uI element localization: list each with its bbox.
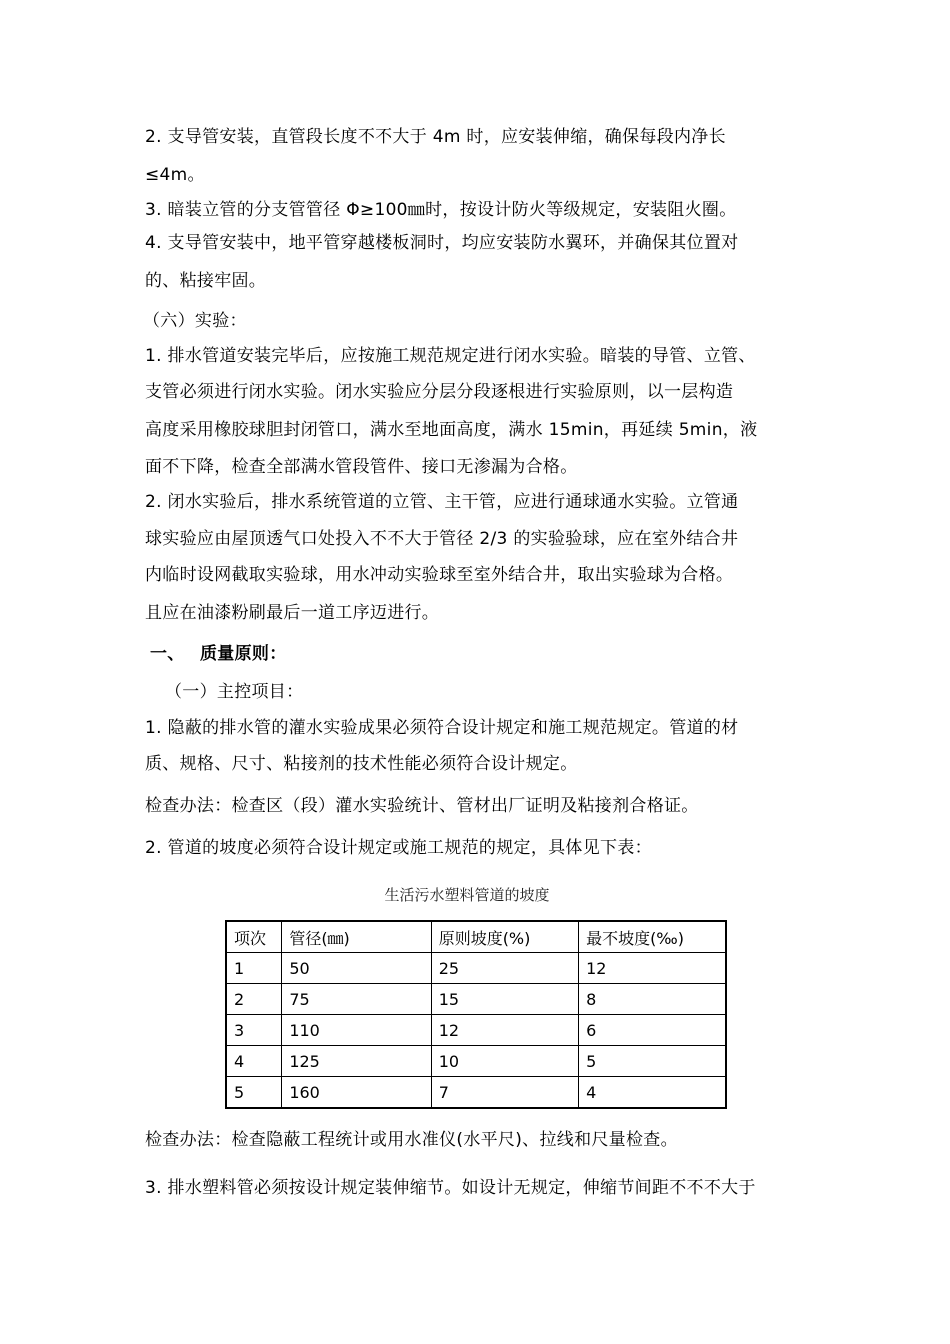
text-line: ≤4m。 xyxy=(145,165,205,185)
subsection-heading: （六）实验： xyxy=(143,311,247,331)
table-cell: 6 xyxy=(579,1015,726,1046)
table-cell: 125 xyxy=(282,1046,431,1077)
table-cell: 5 xyxy=(226,1077,282,1109)
text-line: 内临时设网截取实验球，用水冲动实验球至室外结合井，取出实验球为合格。 xyxy=(145,565,734,585)
text-line: 检查办法：检查区（段）灌水实验统计、管材出厂证明及粘接剂合格证。 xyxy=(145,796,699,816)
table-row xyxy=(226,953,726,984)
text-line: 面不下降，检查全部满水管段管件、接口无渗漏为合格。 xyxy=(145,457,578,477)
subsection-heading: （一）主控项目： xyxy=(165,682,304,702)
slope-table xyxy=(225,920,727,1109)
table-cell: 3 xyxy=(226,1015,282,1046)
table-cell: 12 xyxy=(579,953,726,984)
text-line: 3. 排水塑料管必须按设计规定装伸缩节。如设计无规定，伸缩节间距不不不大于 xyxy=(145,1178,756,1198)
text-line: 3. 暗装立管的分支管管径 Φ≥100㎜时，按设计防火等级规定，安装阻火圈。 xyxy=(145,200,737,220)
table-cell: 110 xyxy=(282,1015,431,1046)
text-line: 2. 支导管安装，直管段长度不不大于 4m 时，应安装伸缩，确保每段内净长 xyxy=(145,127,726,147)
table-row xyxy=(226,1015,726,1046)
text-line: 4. 支导管安装中，地平管穿越楼板洞时，均应安装防水翼环，并确保其位置对 xyxy=(145,233,739,253)
table-cell: 25 xyxy=(431,953,578,984)
table-caption: 生活污水塑料管道的坡度 xyxy=(384,886,550,904)
text-line: 质、规格、尺寸、粘接剂的技术性能必须符合设计规定。 xyxy=(145,754,578,774)
table-cell: 160 xyxy=(282,1077,431,1109)
table-cell: 50 xyxy=(282,953,431,984)
table-cell: 8 xyxy=(579,984,726,1015)
table-header-row xyxy=(226,921,726,953)
table-row xyxy=(226,1046,726,1077)
text-line: 1. 隐蔽的排水管的灌水实验成果必须符合设计规定和施工规范规定。管道的材 xyxy=(145,718,739,738)
section-title: 质量原则： xyxy=(200,644,287,664)
table-cell: 12 xyxy=(431,1015,578,1046)
table-cell: 5 xyxy=(579,1046,726,1077)
table-header-cell: 管径(㎜) xyxy=(282,921,431,953)
table-cell: 15 xyxy=(431,984,578,1015)
text-line: 支管必须进行闭水实验。闭水实验应分层分段逐根进行实验原则，以一层构造 xyxy=(145,382,734,402)
table-header-cell: 最不坡度(‰) xyxy=(579,921,726,953)
table-row xyxy=(226,984,726,1015)
table-cell: 4 xyxy=(579,1077,726,1109)
table-cell: 4 xyxy=(226,1046,282,1077)
text-line: 球实验应由屋顶透气口处投入不不大于管径 2/3 的实验验球，应在室外结合井 xyxy=(145,529,739,549)
table-row xyxy=(226,1077,726,1109)
table-cell: 1 xyxy=(226,953,282,984)
table-cell: 10 xyxy=(431,1046,578,1077)
table-header-cell: 原则坡度(%) xyxy=(431,921,578,953)
text-line: 且应在油漆粉刷最后一道工序迈进行。 xyxy=(145,603,440,623)
text-line: 的、粘接牢固。 xyxy=(145,271,267,291)
table-cell: 75 xyxy=(282,984,431,1015)
text-line: 1. 排水管道安装完毕后，应按施工规范规定进行闭水实验。暗装的导管、立管、 xyxy=(145,346,756,366)
text-line: 检查办法：检查隐蔽工程统计或用水准仪(水平尺)、拉线和尺量检查。 xyxy=(145,1130,678,1150)
table-header-cell: 项次 xyxy=(226,921,282,953)
table-cell: 2 xyxy=(226,984,282,1015)
section-number: 一、 xyxy=(150,644,185,664)
text-line: 高度采用橡胶球胆封闭管口，满水至地面高度，满水 15min，再延续 5min，液 xyxy=(145,420,758,440)
table-cell: 7 xyxy=(431,1077,578,1109)
text-line: 2. 管道的坡度必须符合设计规定或施工规范的规定，具体见下表： xyxy=(145,838,652,858)
text-line: 2. 闭水实验后，排水系统管道的立管、主干管，应进行通球通水实验。立管通 xyxy=(145,492,739,512)
